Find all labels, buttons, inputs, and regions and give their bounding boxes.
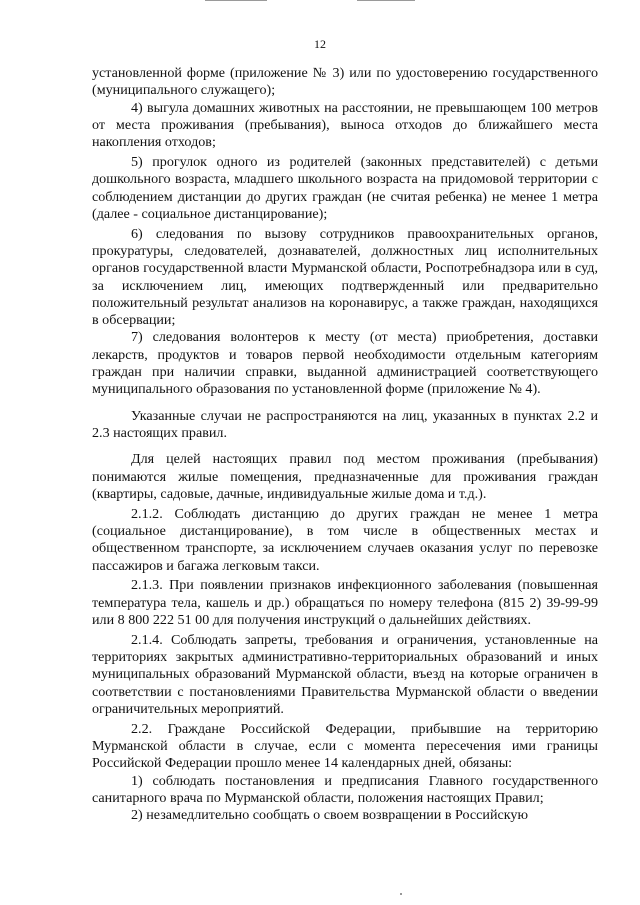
paragraph-residence-definition: Для целей настоящих правил под местом проживания (пребывания) понимаются жилые помещения, предназначенные для проживания граждан (квартиры, садовые, дачные, индивидуальные жилые дома и т.д.). [92,451,598,502]
paragraph-item-4: 4) выгула домашних животных на расстоянии, не превышающем 100 метров от места проживания (пребывания), выноса отходов до ближайшего места накопления отходов; [92,99,598,151]
paragraph-2-1-2: 2.1.2. Соблюдать дистанцию до других граждан не менее 1 метра (социальное дистанцирование), в том числе в общественных местах и общественном транспорте, за исключением случаев оказания услуг по перевозке пассажиров и багажа легковым такси. [92,505,598,574]
paragraph-item-7: 7) следования волонтеров к месту (от места) приобретения, доставки лекарств, продуктов и товаров первой необходимости отдельным категориям граждан при наличии справки, выданной администрацией соответствующего муниципального образования по установленной форме (приложение № 4). [92,329,598,398]
paragraph-2-1-3: 2.1.3. При появлении признаков инфекционного заболевания (повышенная температура тела, кашель и др.) обращаться по номеру телефона (815 2) 39-99-99 или 8 800 222 51 00 для получения инструкций о дальнейших действиях. [92,577,598,628]
document-body [92,65,598,824]
paragraph-2-2-item-2: 2) незамедлительно сообщать о своем возвращении в Российскую [131,807,528,824]
paragraph-2-1-4: 2.1.4. Соблюдать запреты, требования и ограничения, установленные на территориях закрытых административно-территориальных образований и иных муниципальных образований Мурманской области, въезд на которые ограничен в соответствии с постановлениями Правительства Мурманской области о введении ограничительных мероприятий. [92,631,598,717]
scan-artifact [357,0,415,1]
paragraph-2-2: 2.2. Граждане Российской Федерации, прибывшие на территорию Мурманской области в случае, если с момента пересечения ими границы Российской Федерации прошло менее 14 календарных дней, обязаны: [92,720,598,772]
paragraph-item-5: 5) прогулок одного из родителей (законных представителей) с детьми дошкольного возраста, младшего школьного возраста на придомовой территории с соблюдением дистанции до других граждан (не считая ребенка) не менее 1 метра (далее - социальное дистанцирование); [92,153,598,222]
paragraph-exceptions-note: Указанные случаи не распространяются на лиц, указанных в пунктах 2.2 и 2.3 настоящих правил. [92,407,598,441]
paragraph-item-6: 6) следования по вызову сотрудников правоохранительных органов, прокуратуры, следователей, дознавателей, должностных лиц исполнительных органов государственной власти Мурманской области, Роспотребнадзора или в суд, за исключением лиц, имеющих подтвержденный или предварительно положительный результат анализов на коронавирус, а также граждан, находящихся в обсервации; [92,225,598,329]
page-number: 12 [314,37,326,51]
scan-speck [400,893,402,895]
paragraph-2-2-item-1: 1) соблюдать постановления и предписания Главного государственного санитарного врача по Мурманской области, положения настоящих Правил; [92,772,598,806]
scan-artifact [205,0,267,1]
paragraph-continuation: установленной форме (приложение № 3) или по удостоверению государственного (муниципального служащего); [92,65,598,99]
